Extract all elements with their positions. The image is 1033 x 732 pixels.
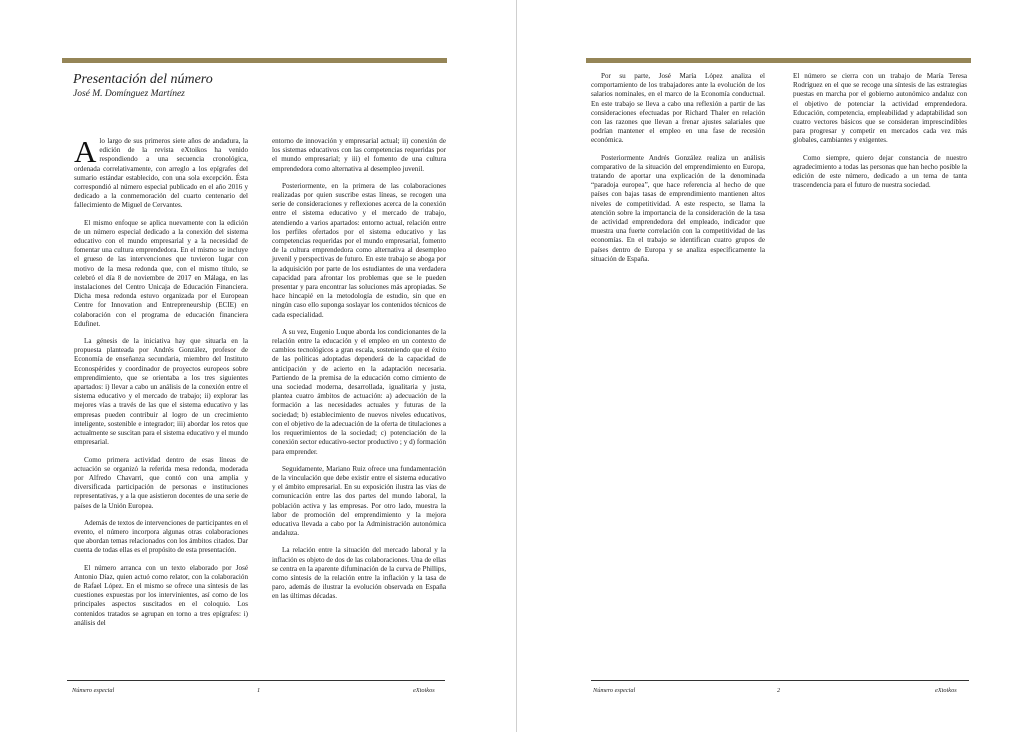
paragraph: Posteriormente Andrés González realiza un análisis comparativo de la situación del emprendimiento en Europa, tratando de aportar una explicación de la denominada “paradoja europea”, que hace referencia al hecho de que países con bajas tasas de emprendimiento mantienen altos niveles de competitividad. A este respecto, se llama la atención sobre la importancia de la consideración de la tasa de actividad emprendedora del empleado, indicador que muestra una fuerte correlación con la competitividad de las economías. En el trabajo se identifican cuatro grupos de países dentro de Europa y se analiza específicamente la situación de España.	[591, 153, 765, 263]
paragraph: Por su parte, José María López analiza el comportamiento de los trabajadores ante la evolución de los salarios nominales, en el marco de la Economía conductual. En este trabajo se lleva a cabo una reflexión a partir de las consideraciones efectuadas por Richard Thaler en relación con las razones que llevan a frenar ajustes salariales que podrían mantener el empleo en una fase de recesión económica.	[591, 72, 765, 145]
paragraph: Además de textos de intervenciones de participantes en el evento, el número incorpora algunas otras colaboraciones que abordan temas relacionados con los ámbitos citados. Dar cuenta de todas ellas es el propósito de esta presentación.	[74, 518, 248, 555]
footer-issue-label: Número especial	[72, 687, 115, 694]
header-accent-bar	[62, 58, 447, 63]
paragraph: La génesis de la iniciativa hay que situarla en la propuesta planteada por Andrés González, profesor de Economía de enseñanza secundaria, miembro del Instituto Econospérides y coordinador de proyectos europeos sobre emprendimiento, que se orientaba a los tres siguientes apartados: i) llevar a cabo un análisis de la conexión entre el sistema educativo y el mercado de trabajo; ii) explorar las mejores vías a través de las que el sistema educativo y las empresas pueden contribuir al logro de un crecimiento inteligente, sostenible e integrador; iii) abordar los retos que actualmente se suscitan para el sistema educativo y el mundo empresarial.	[74, 337, 248, 447]
paragraph: La relación entre la situación del mercado laboral y la inflación es objeto de dos de las colaboraciones. Una de ellas se centra en la aparente difuminación de la curva de Phillips, como síntesis de la relación entre la inflación y la tasa de paro, además de ilustrar la evolución observada en España en las últimas décadas.	[272, 546, 446, 601]
paragraph: Como primera actividad dentro de esas líneas de actuación se organizó la referida mesa redonda, moderada por Alfredo Chavarri, que contó con una amplia y diversificada participación de personas e instituciones representativas, y a la que asistieron docentes de una serie de países de la Unión Europea.	[74, 455, 248, 510]
footer-page-number: 1	[257, 687, 261, 694]
paragraph: entorno de innovación y empresarial actual; ii) conexión de los sistemas educativos con las competencias requeridas por el mundo empresarial; y iii) el fomento de una cultura emprendedora como alternativa al desempleo juvenil.	[272, 137, 446, 173]
article-title: Presentación del número	[73, 72, 213, 87]
page1-column-left	[74, 134, 248, 636]
page-2	[517, 0, 1033, 732]
paragraph: El mismo enfoque se aplica nuevamente con la edición de un número especial dedicado a la conexión del sistema educativo con el mundo empresarial y a la necesidad de fomentar una cultura emprendedora. En el mismo se incluye el grueso de las intervenciones que tuvieron lugar con motivo de la mesa redonda que, con el mismo título, se celebró el día 8 de noviembre de 2017 en Málaga, en las instalaciones del Centro Unicaja de Educación Financiera. Dicha mesa redonda estuvo organizada por el European Centre for Innovation and Entrepreneurship (ECIE) en colaboración con el programa de educación financiera Edufinet.	[74, 218, 248, 328]
page-1	[0, 0, 516, 732]
page2-column-right	[793, 72, 967, 198]
paragraph: Posteriormente, en la primera de las colaboraciones realizadas por quien suscribe estas líneas, se recogen una serie de consideraciones y reflexiones acerca de la conexión entre el sistema educativo y el mercado de trabajo, atendiendo a varios apartados: entorno actual, relación entre los perfiles ofertados por el sistema educativo y las competencias requeridas por el mundo empresarial, fomento de la cultura emprendedora como alternativa al desempleo juvenil y perspectivas de futuro. En este trabajo se aboga por la adquisición por parte de los estudiantes de una verdadera capacidad para afrontar los problemas que se le pueden presentar y para encontrar las soluciones más apropiadas. Se hace hincapié en la metodología de estudio, sin que en ningún caso ello suponga soslayar los contenidos técnicos de cada especialidad.	[272, 181, 446, 319]
footer-rule	[67, 680, 445, 681]
paragraph: Alo largo de sus primeros siete años de andadura, la edición de la revista eXtoikos ha venido respondiendo a una secuencia cronológica, ordenada correlativamente, con arreglo a los epígrafes del sumario estándar establecido, con una sola excepción. Ésta correspondió al número especial publicado en el año 2016 y dedicado a la conmemoración del cuarto centenario del fallecimiento de Miguel de Cervantes.	[74, 134, 248, 210]
footer-rule	[591, 680, 969, 681]
page2-column-left	[591, 72, 765, 272]
article-author: José M. Domínguez Martínez	[73, 89, 185, 99]
paragraph: Seguidamente, Mariano Ruiz ofrece una fundamentación de la vinculación que debe existir entre el sistema educativo y el ámbito empresarial. En su exposición ilustra las vías de comunicación entre las dos partes del mundo laboral, la población activa y las empresas. Por otro lado, muestra la labor de promoción del emprendimiento y la mejora educativa llevada a cabo por la Administración autonómica andaluza.	[272, 464, 446, 538]
page1-column-right	[272, 137, 446, 610]
footer-issue-label: Número especial	[593, 687, 636, 694]
paragraph: El número arranca con un texto elaborado por José Antonio Díaz, quien actuó como relator, con la colaboración de Rafael López. En el mismo se ofrece una síntesis de las cuestiones expuestas por los intervinientes, así como de los principales aspectos suscitados en el coloquio. Los contenidos tratados se agrupan en torno a tres epígrafes: i) análisis del	[74, 563, 248, 627]
paragraph: Como siempre, quiero dejar constancia de nuestro agradecimiento a todas las personas que han hecho posible la edición de este número, dedicado a un tema de tanta trascendencia para el futuro de nuestra sociedad.	[793, 153, 967, 190]
paragraph: El número se cierra con un trabajo de María Teresa Rodríguez en el que se recoge una síntesis de las estrategias puestas en marcha por el gobierno autonómico andaluz con el objetivo de potenciar la actividad emprendedora. Educación, competencia, empleabilidad y adaptabilidad son cuatro vectores básicos que se consideran imprescindibles para progresar y competir en mercados cada vez más globales, cambiantes y exigentes.	[793, 72, 967, 145]
drop-cap: A	[74, 134, 97, 169]
footer-journal-name: eXtoikos	[413, 687, 435, 694]
footer-journal-name: eXtoikos	[935, 687, 957, 694]
header-accent-bar	[586, 58, 971, 63]
footer-page-number: 2	[777, 687, 781, 694]
paragraph: A su vez, Eugenio Luque aborda los condicionantes de la relación entre la educación y el empleo en un contexto de cambios tecnológicos a gran escala, sosteniendo que el éxito de las políticas adoptadas dependerá de la capacidad de anticipación y de acierto en la adaptación necesaria. Partiendo de la premisa de la educación como cimiento de una sociedad moderna, desarrollada, igualitaria y justa, plantea cuatro ámbitos de actuación: a) adecuación de la formación a las necesidades actuales y futuras de la sociedad; b) establecimiento de nuevos niveles educativos, con el objetivo de la adecuación de la oferta de titulaciones a los requerimientos de la sociedad; c) potenciación de la conexión sector educativo-sector productivo ; y d) formación para emprender.	[272, 327, 446, 456]
